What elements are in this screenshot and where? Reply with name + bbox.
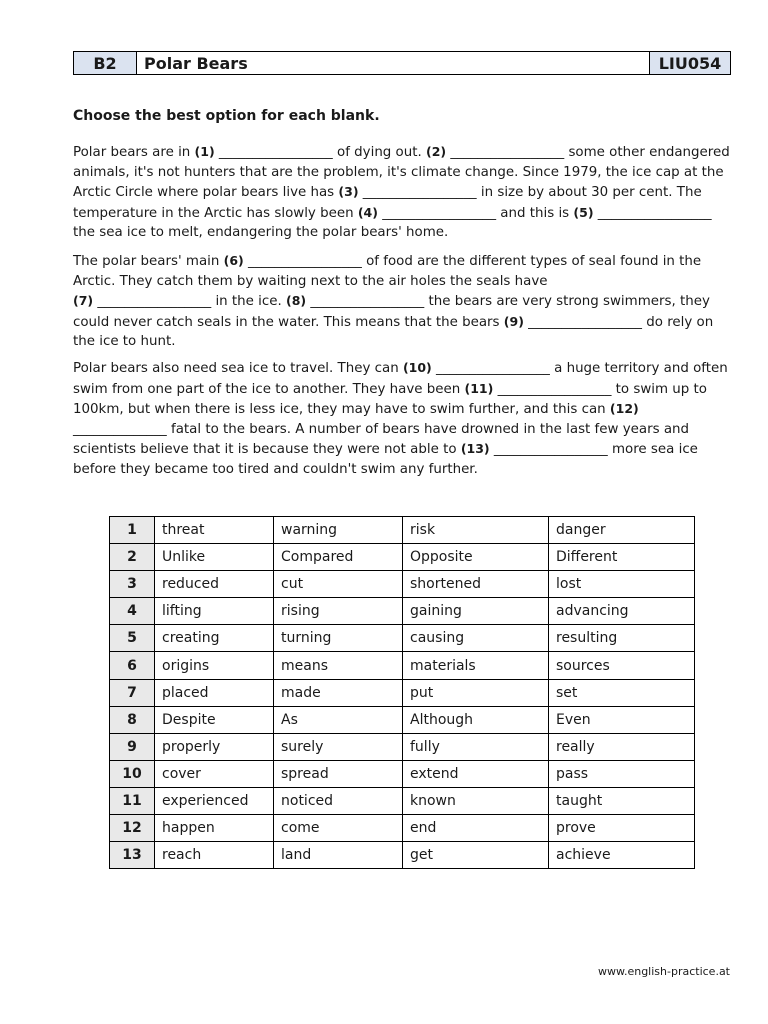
option-row xyxy=(110,598,695,625)
option-d: resulting xyxy=(549,625,695,652)
option-a: placed xyxy=(155,679,274,706)
option-c: get xyxy=(403,842,549,869)
option-number: 12 xyxy=(110,815,155,842)
option-d: advancing xyxy=(549,598,695,625)
option-row xyxy=(110,625,695,652)
blank-number: (11) xyxy=(464,380,494,396)
paragraph-text: _________________ the sea ice to melt, endangering the polar bears' home. xyxy=(73,205,712,241)
blank-number: (4) xyxy=(357,204,378,220)
blank-number: (12) xyxy=(609,401,639,417)
blank-number: (2) xyxy=(426,144,447,159)
option-number: 6 xyxy=(110,652,155,679)
option-a: Unlike xyxy=(155,544,274,571)
option-b: As xyxy=(274,706,403,733)
option-c: shortened xyxy=(403,571,549,598)
option-b: spread xyxy=(274,760,403,787)
option-c: Although xyxy=(403,706,549,733)
paragraph-text: _________________ the bears are very strong swimmers, they could never catch seals in the water. This means that the bears xyxy=(73,294,710,330)
option-d: really xyxy=(549,733,695,760)
option-row xyxy=(110,679,695,706)
option-d: taught xyxy=(549,787,695,814)
paragraph-text: _________________ a huge territory and often swim from one part of the ice to another. They have been xyxy=(73,361,728,397)
option-number: 9 xyxy=(110,733,155,760)
option-d: lost xyxy=(549,571,695,598)
blank-number: (10) xyxy=(402,360,432,375)
option-number: 7 xyxy=(110,679,155,706)
blank-number: (6) xyxy=(223,253,244,268)
paragraph-text: ______________ fatal to the bears. A number of bears have drowned in the last few years and scientists believe that it is because they were not able to xyxy=(73,421,690,458)
option-b: land xyxy=(274,842,403,869)
options-table xyxy=(109,516,695,869)
paragraph-text: _________________ of dying out. xyxy=(214,145,426,160)
option-a: experienced xyxy=(155,787,274,814)
option-number: 3 xyxy=(110,571,155,598)
option-b: turning xyxy=(274,625,403,652)
paragraph-text: The polar bears' main xyxy=(73,254,224,269)
paragraph-text: Polar bears also need sea ice to travel. They can xyxy=(73,361,403,376)
option-row xyxy=(110,652,695,679)
option-a: creating xyxy=(155,625,274,652)
paragraph-text: _________________ in the ice. xyxy=(93,294,286,310)
blank-number: (8) xyxy=(286,293,307,309)
option-c: end xyxy=(403,815,549,842)
option-b: noticed xyxy=(274,787,403,814)
blank-number: (7) xyxy=(73,293,94,309)
paragraph-text: _________________ of food are the different types of seal found in the Arctic. They catch them by waiting next to the air holes the seals have xyxy=(73,254,702,289)
option-b: surely xyxy=(274,733,403,760)
option-row xyxy=(110,733,695,760)
option-d: prove xyxy=(549,815,695,842)
option-a: reach xyxy=(155,842,274,869)
option-a: happen xyxy=(155,815,274,842)
paragraph-2 xyxy=(73,251,733,352)
option-c: put xyxy=(403,679,549,706)
worksheet-code: LIU054 xyxy=(649,52,730,74)
option-c: materials xyxy=(403,652,549,679)
option-d: Different xyxy=(549,544,695,571)
instruction-text: Choose the best option for each blank. xyxy=(73,108,380,124)
option-number: 8 xyxy=(110,706,155,733)
option-a: Despite xyxy=(155,706,274,733)
option-c: known xyxy=(403,787,549,814)
option-a: lifting xyxy=(155,598,274,625)
option-a: origins xyxy=(155,652,274,679)
option-d: achieve xyxy=(549,842,695,869)
option-a: reduced xyxy=(155,571,274,598)
option-row xyxy=(110,544,695,571)
paragraph-1 xyxy=(73,142,733,243)
paragraph-3 xyxy=(73,358,733,480)
paragraph-text: _________________ and this is xyxy=(377,205,574,221)
blank-number: (1) xyxy=(194,144,215,159)
paragraph-text: Polar bears are in xyxy=(73,145,195,160)
option-a: threat xyxy=(155,517,274,544)
option-number: 4 xyxy=(110,598,155,625)
option-b: cut xyxy=(274,571,403,598)
blank-number: (9) xyxy=(503,313,524,329)
option-row xyxy=(110,842,695,869)
level-badge: B2 xyxy=(74,52,137,74)
option-b: rising xyxy=(274,598,403,625)
option-c: risk xyxy=(403,517,549,544)
paragraph-text: _________________ do rely on the ice to hunt. xyxy=(73,314,714,350)
option-d: set xyxy=(549,679,695,706)
option-row xyxy=(110,815,695,842)
paragraph-text: _________________ more sea ice before they became too tired and couldn't swim any further. xyxy=(73,442,698,477)
option-d: pass xyxy=(549,760,695,787)
option-row xyxy=(110,517,695,544)
option-b: warning xyxy=(274,517,403,544)
option-c: extend xyxy=(403,760,549,787)
option-d: sources xyxy=(549,652,695,679)
paragraph-text: _________________ to swim up to 100km, but when there is less ice, they may have to swim further, and this can xyxy=(73,381,707,418)
blank-number: (3) xyxy=(338,184,359,200)
option-c: Opposite xyxy=(403,544,549,571)
paragraph-text: _________________ in size by about 30 per cent. The temperature in the Arctic has slowly been xyxy=(73,185,702,221)
option-c: causing xyxy=(403,625,549,652)
option-row xyxy=(110,706,695,733)
option-number: 2 xyxy=(110,544,155,571)
option-b: means xyxy=(274,652,403,679)
blank-number: (5) xyxy=(573,204,594,220)
option-b: Compared xyxy=(274,544,403,571)
option-a: cover xyxy=(155,760,274,787)
option-b: come xyxy=(274,815,403,842)
option-row xyxy=(110,787,695,814)
option-number: 13 xyxy=(110,842,155,869)
worksheet-title: Polar Bears xyxy=(144,53,248,73)
option-c: fully xyxy=(403,733,549,760)
option-d: danger xyxy=(549,517,695,544)
option-number: 5 xyxy=(110,625,155,652)
option-d: Even xyxy=(549,706,695,733)
option-a: properly xyxy=(155,733,274,760)
option-c: gaining xyxy=(403,598,549,625)
option-number: 11 xyxy=(110,787,155,814)
blank-number: (13) xyxy=(460,441,490,457)
option-number: 1 xyxy=(110,517,155,544)
option-number: 10 xyxy=(110,760,155,787)
option-row xyxy=(110,760,695,787)
footer-url: www.english-practice.at xyxy=(597,965,730,978)
paragraph-text: _________________ some other endangered animals, it's not hunters that are the problem, it's climate change. Since 1979, the ice cap at the Arctic Circle where polar bears live has xyxy=(73,145,730,201)
option-b: made xyxy=(274,679,403,706)
worksheet-header xyxy=(73,51,731,75)
option-row xyxy=(110,571,695,598)
